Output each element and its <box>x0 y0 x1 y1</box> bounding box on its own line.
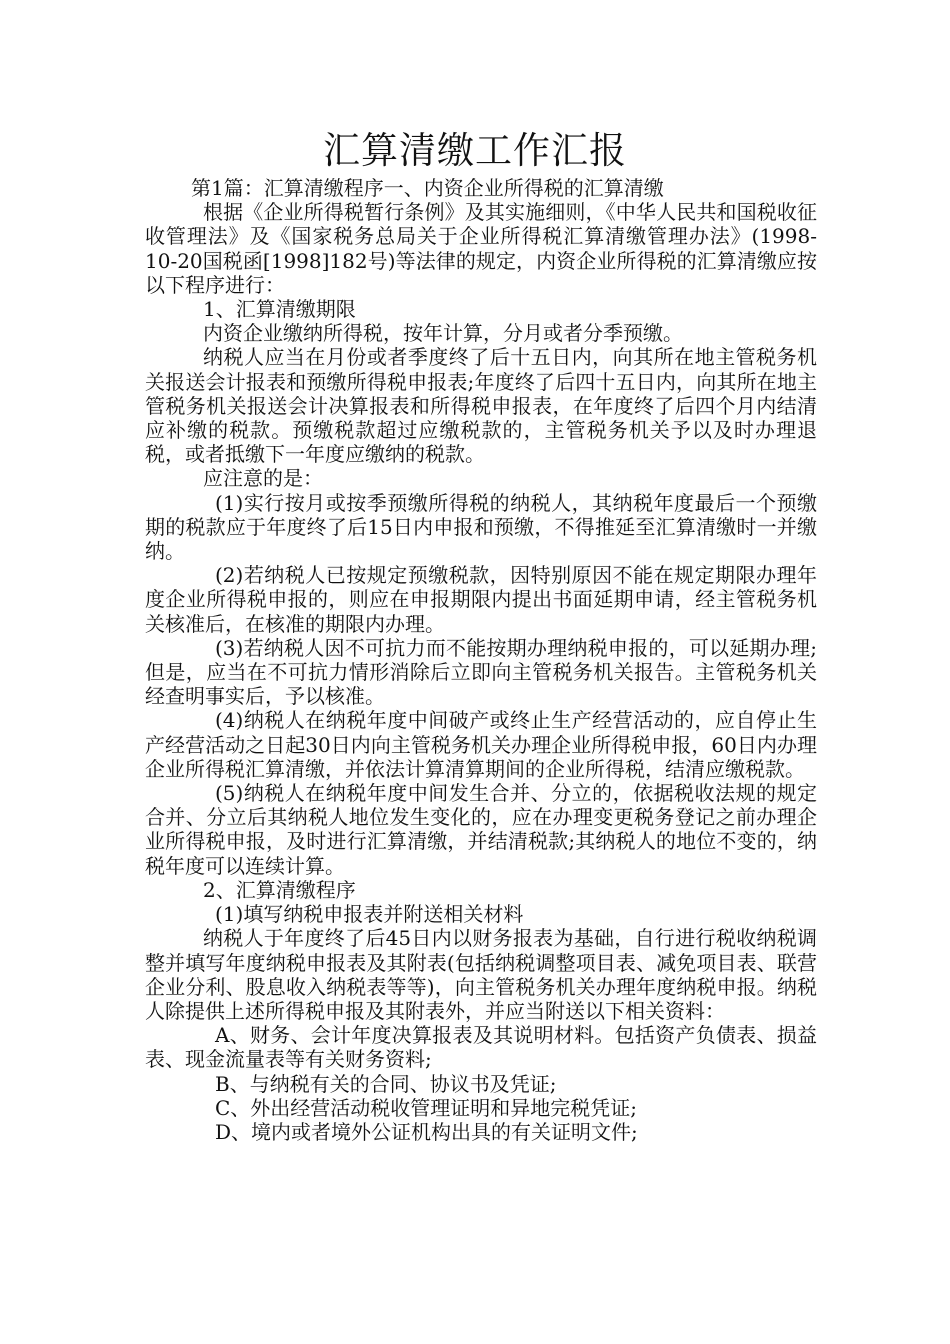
paragraph: (1)实行按月或按季预缴所得税的纳税人，其纳税年度最后一个预缴期的税款应于年度终了后15日内申报和预缴，不得推延至汇算清缴时一并缴纳。 <box>145 490 817 564</box>
paragraph: A、财务、会计年度决算报表及其说明材料。包括资产负债表、损益表、现金流量表等有关财务资料; <box>145 1023 817 1072</box>
paragraph: (3)若纳税人因不可抗力而不能按期办理纳税申报的，可以延期办理;但是，应当在不可抗力情形消除后立即向主管税务机关报告。主管税务机关经查明事实后，予以核准。 <box>145 635 817 709</box>
paragraph: D、境内或者境外公证机构出具的有关证明文件; <box>215 1119 638 1144</box>
paragraph: C、外出经营活动税收管理证明和异地完税凭证; <box>215 1095 638 1120</box>
document-body <box>145 176 817 1144</box>
paragraph: (5)纳税人在纳税年度中间发生合并、分立的，依据税收法规的规定合并、分立后其纳税人地位发生变化的，应在办理变更税务登记之前办理企业所得税申报，及时进行汇算清缴，并结清税款;其纳税人的地位不变的，纳税年度可以连续计算。 <box>145 781 817 878</box>
paragraph: 纳税人于年度终了后45日内以财务报表为基础，自行进行税收纳税调整并填写年度纳税申报表及其附表(包括纳税调整项目表、减免项目表、联营企业分利、股息收入纳税表等等)，向主管税务机关办理年度纳税申报。纳税人除提供上述所得税申报及其附表外，并应当附送以下相关资料： <box>145 926 817 1023</box>
paragraph: 应注意的是： <box>203 466 323 491</box>
paragraph: 1、汇算清缴期限 <box>203 297 356 322</box>
paragraph: 内资企业缴纳所得税，按年计算，分月或者分季预缴。 <box>203 321 683 346</box>
paragraph: 第1篇：汇算清缴程序一、内资企业所得税的汇算清缴 <box>191 176 664 200</box>
paragraph: 根据《企业所得税暂行条例》及其实施细则，《中华人民共和国税收征收管理法》及《国家税务总局关于企业所得税汇算清缴管理办法》(1998-10-20国税函[1998]182号)等法律的规定，内资企业所得税的汇算清缴应按以下程序进行： <box>145 200 817 297</box>
document-title: 汇算清缴工作汇报 <box>323 129 627 172</box>
paragraph: (1)填写纳税申报表并附送相关材料 <box>215 902 524 927</box>
paragraph: (4)纳税人在纳税年度中间破产或终止生产经营活动的，应自停止生产经营活动之日起30日内向主管税务机关办理企业所得税申报，60日内办理企业所得税汇算清缴，并依法计算清算期间的企业所得税，结清应缴税款。 <box>145 708 817 781</box>
paragraph: B、与纳税有关的合同、协议书及凭证; <box>215 1071 557 1096</box>
paragraph: (2)若纳税人已按规定预缴税款，因特别原因不能在规定期限办理年度企业所得税申报的，则应在申报期限内提出书面延期申请，经主管税务机关核准后，在核准的期限内办理。 <box>145 563 817 636</box>
paragraph: 2、汇算清缴程序 <box>203 877 356 902</box>
paragraph: 纳税人应当在月份或者季度终了后十五日内，向其所在地主管税务机关报送会计报表和预缴所得税申报表;年度终了后四十五日内，向其所在地主管税务机关报送会计决算报表和所得税申报表，在年度终了后四个月内结清应补缴的税款。预缴税款超过应缴税款的，主管税务机关予以及时办理退税，或者抵缴下一年度应缴纳的税款。 <box>145 345 817 467</box>
